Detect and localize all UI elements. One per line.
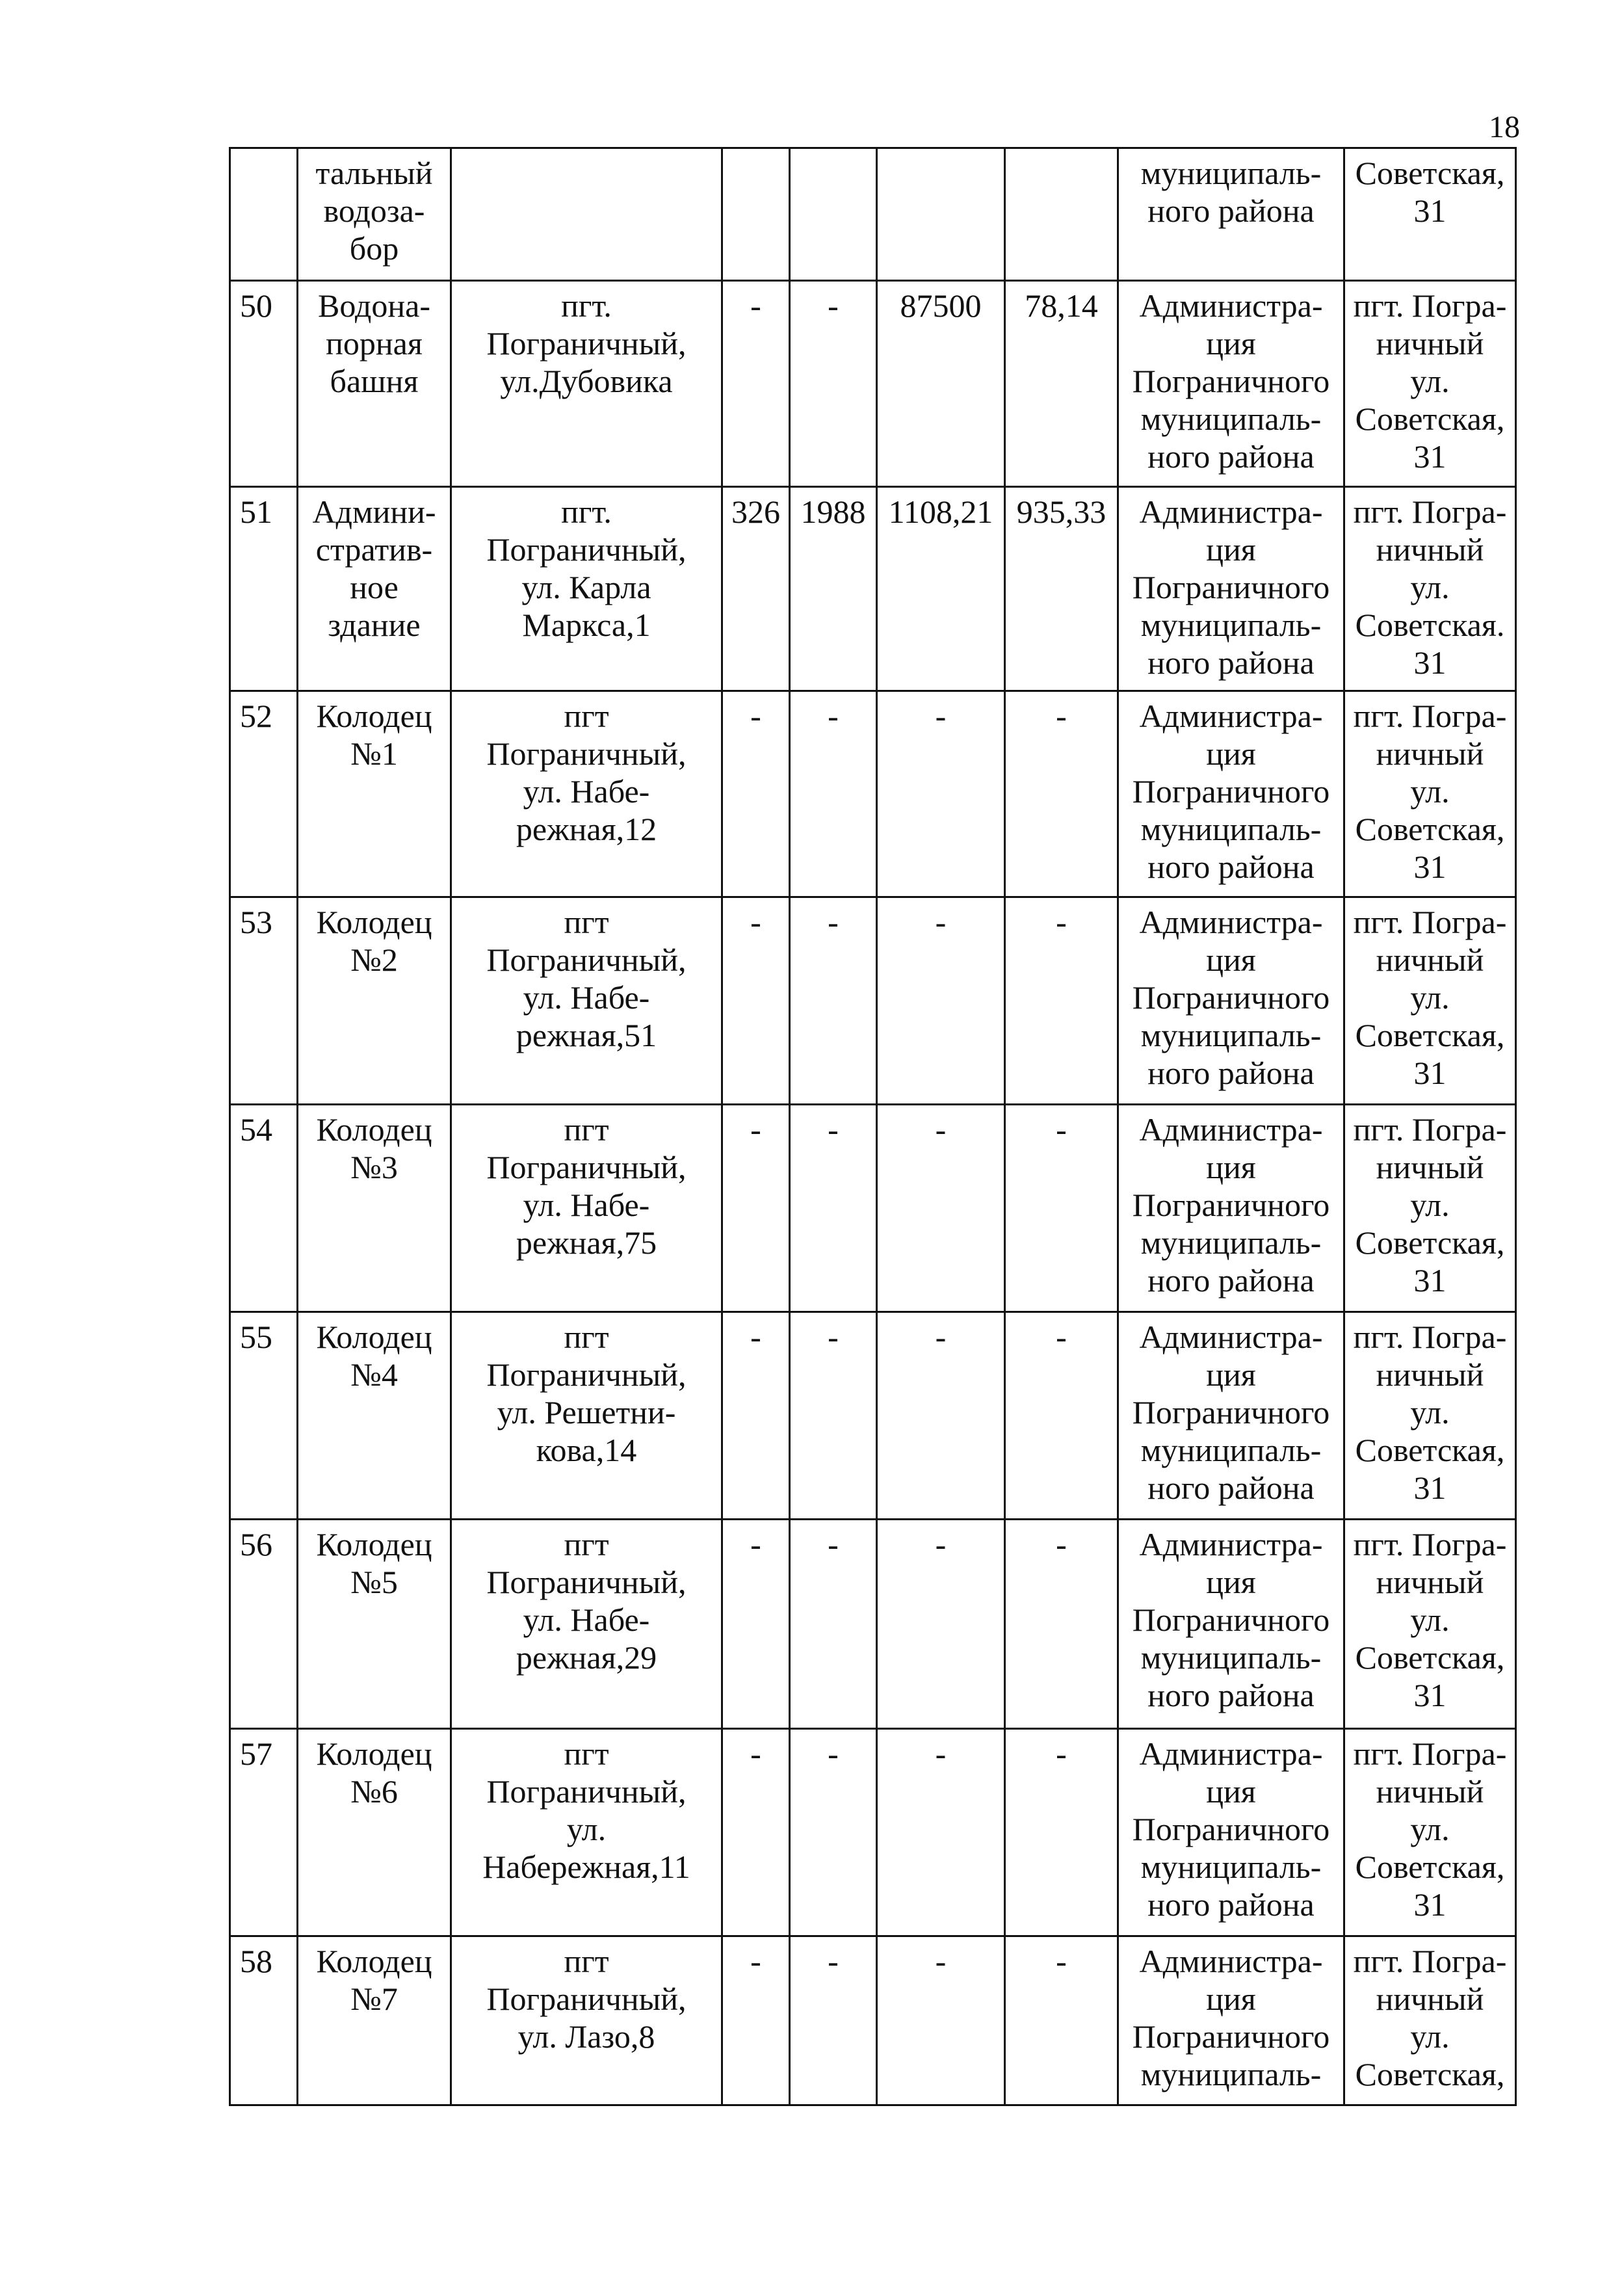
cell-n: 53	[230, 897, 298, 1105]
cell-n: 52	[230, 691, 298, 897]
cell-owner: Администра- ция Пограничного муниципаль- ного района	[1118, 1312, 1344, 1520]
cell-owner-addr: пгт. Погра- ничный ул. Советская, 31	[1344, 691, 1516, 897]
cell-address: пгт. Пограничный, ул.Дубовика	[451, 281, 722, 487]
cell-owner: Администра- ция Пограничного муниципаль- ного района	[1118, 897, 1344, 1105]
cell-address	[451, 148, 722, 281]
cell-c1	[722, 148, 790, 281]
cell-owner: Администра- ция Пограничного муниципаль- ного района	[1118, 1729, 1344, 1936]
cell-c1: -	[722, 1520, 790, 1729]
cell-name: Колодец №7	[298, 1936, 451, 2105]
cell-c2: -	[790, 897, 877, 1105]
cell-c1: 326	[722, 487, 790, 691]
cell-c3: -	[877, 1520, 1005, 1729]
page-number: 18	[1489, 110, 1520, 144]
cell-name: Колодец №1	[298, 691, 451, 897]
property-table	[229, 147, 1517, 2106]
cell-c1: -	[722, 281, 790, 487]
cell-c2: -	[790, 1936, 877, 2105]
cell-c1: -	[722, 1729, 790, 1936]
table-row	[230, 1520, 1516, 1729]
cell-owner: Администра- ция Пограничного муниципаль-	[1118, 1936, 1344, 2105]
cell-owner: Администра- ция Пограничного муниципаль- ного района	[1118, 691, 1344, 897]
cell-c3: -	[877, 1936, 1005, 2105]
cell-owner-addr: пгт. Погра- ничный ул. Советская, 31	[1344, 897, 1516, 1105]
cell-address: пгт Пограничный, ул. Набережная,11	[451, 1729, 722, 1936]
cell-name: тальный водоза- бор	[298, 148, 451, 281]
table-row	[230, 487, 1516, 691]
cell-c3: 1108,21	[877, 487, 1005, 691]
cell-c1: -	[722, 1105, 790, 1312]
cell-c3: -	[877, 1729, 1005, 1936]
cell-owner-addr: пгт. Погра- ничный ул. Советская. 31	[1344, 487, 1516, 691]
cell-address: пгт Пограничный, ул. Лазо,8	[451, 1936, 722, 2105]
cell-c4: -	[1005, 691, 1118, 897]
cell-name: Админи- стратив- ное здание	[298, 487, 451, 691]
cell-c1: -	[722, 1312, 790, 1520]
table-row	[230, 1729, 1516, 1936]
cell-n: 58	[230, 1936, 298, 2105]
cell-n: 51	[230, 487, 298, 691]
cell-c2: -	[790, 281, 877, 487]
cell-c4: 78,14	[1005, 281, 1118, 487]
cell-n: 54	[230, 1105, 298, 1312]
cell-owner: Администра- ция Пограничного муниципаль- ного района	[1118, 1105, 1344, 1312]
cell-c1: -	[722, 691, 790, 897]
cell-c4	[1005, 148, 1118, 281]
cell-c1: -	[722, 897, 790, 1105]
cell-n: 50	[230, 281, 298, 487]
cell-c4: -	[1005, 1105, 1118, 1312]
cell-n: 56	[230, 1520, 298, 1729]
cell-c3: -	[877, 897, 1005, 1105]
table-row	[230, 897, 1516, 1105]
cell-owner-addr: пгт. Погра- ничный ул. Советская, 31	[1344, 1520, 1516, 1729]
cell-c1: -	[722, 1936, 790, 2105]
cell-c4: -	[1005, 1520, 1118, 1729]
cell-name: Колодец №5	[298, 1520, 451, 1729]
cell-owner: Администра- ция Пограничного муниципаль- ного района	[1118, 487, 1344, 691]
cell-c2: -	[790, 1105, 877, 1312]
cell-c3: 87500	[877, 281, 1005, 487]
cell-address: пгт Пограничный, ул. Набе- режная,12	[451, 691, 722, 897]
cell-owner-addr: Советская, 31	[1344, 148, 1516, 281]
cell-name: Колодец №4	[298, 1312, 451, 1520]
cell-address: пгт Пограничный, ул. Набе- режная,29	[451, 1520, 722, 1729]
cell-name: Колодец №2	[298, 897, 451, 1105]
cell-c2: -	[790, 691, 877, 897]
table-row	[230, 148, 1516, 281]
cell-address: пгт Пограничный, ул. Набе- режная,75	[451, 1105, 722, 1312]
cell-c4: -	[1005, 897, 1118, 1105]
cell-n	[230, 148, 298, 281]
cell-c4: 935,33	[1005, 487, 1118, 691]
cell-c3	[877, 148, 1005, 281]
cell-n: 57	[230, 1729, 298, 1936]
cell-name: Колодец №6	[298, 1729, 451, 1936]
cell-address: пгт Пограничный, ул. Решетни- кова,14	[451, 1312, 722, 1520]
cell-c2	[790, 148, 877, 281]
cell-owner: Администра- ция Пограничного муниципаль- ного района	[1118, 281, 1344, 487]
cell-name: Водона- порная башня	[298, 281, 451, 487]
cell-c2: -	[790, 1729, 877, 1936]
table-row	[230, 1312, 1516, 1520]
cell-c3: -	[877, 1105, 1005, 1312]
cell-owner: Администра- ция Пограничного муниципаль- ного района	[1118, 1520, 1344, 1729]
cell-c3: -	[877, 1312, 1005, 1520]
cell-address: пгт Пограничный, ул. Набе- режная,51	[451, 897, 722, 1105]
cell-c4: -	[1005, 1312, 1118, 1520]
cell-c2: -	[790, 1520, 877, 1729]
cell-c2: 1988	[790, 487, 877, 691]
cell-n: 55	[230, 1312, 298, 1520]
cell-address: пгт. Пограничный, ул. Карла Маркса,1	[451, 487, 722, 691]
cell-c3: -	[877, 691, 1005, 897]
cell-c4: -	[1005, 1936, 1118, 2105]
cell-c2: -	[790, 1312, 877, 1520]
cell-owner-addr: пгт. Погра- ничный ул. Советская, 31	[1344, 1105, 1516, 1312]
cell-owner-addr: пгт. Погра- ничный ул. Советская, 31	[1344, 1312, 1516, 1520]
cell-owner: муниципаль- ного района	[1118, 148, 1344, 281]
cell-owner-addr: пгт. Погра- ничный ул. Советская, 31	[1344, 1729, 1516, 1936]
cell-c4: -	[1005, 1729, 1118, 1936]
table-row	[230, 1936, 1516, 2105]
table-row	[230, 281, 1516, 487]
cell-owner-addr: пгт. Погра- ничный ул. Советская, 31	[1344, 281, 1516, 487]
table-row	[230, 1105, 1516, 1312]
cell-owner-addr: пгт. Погра- ничный ул. Советская,	[1344, 1936, 1516, 2105]
table-row	[230, 691, 1516, 897]
cell-name: Колодец №3	[298, 1105, 451, 1312]
